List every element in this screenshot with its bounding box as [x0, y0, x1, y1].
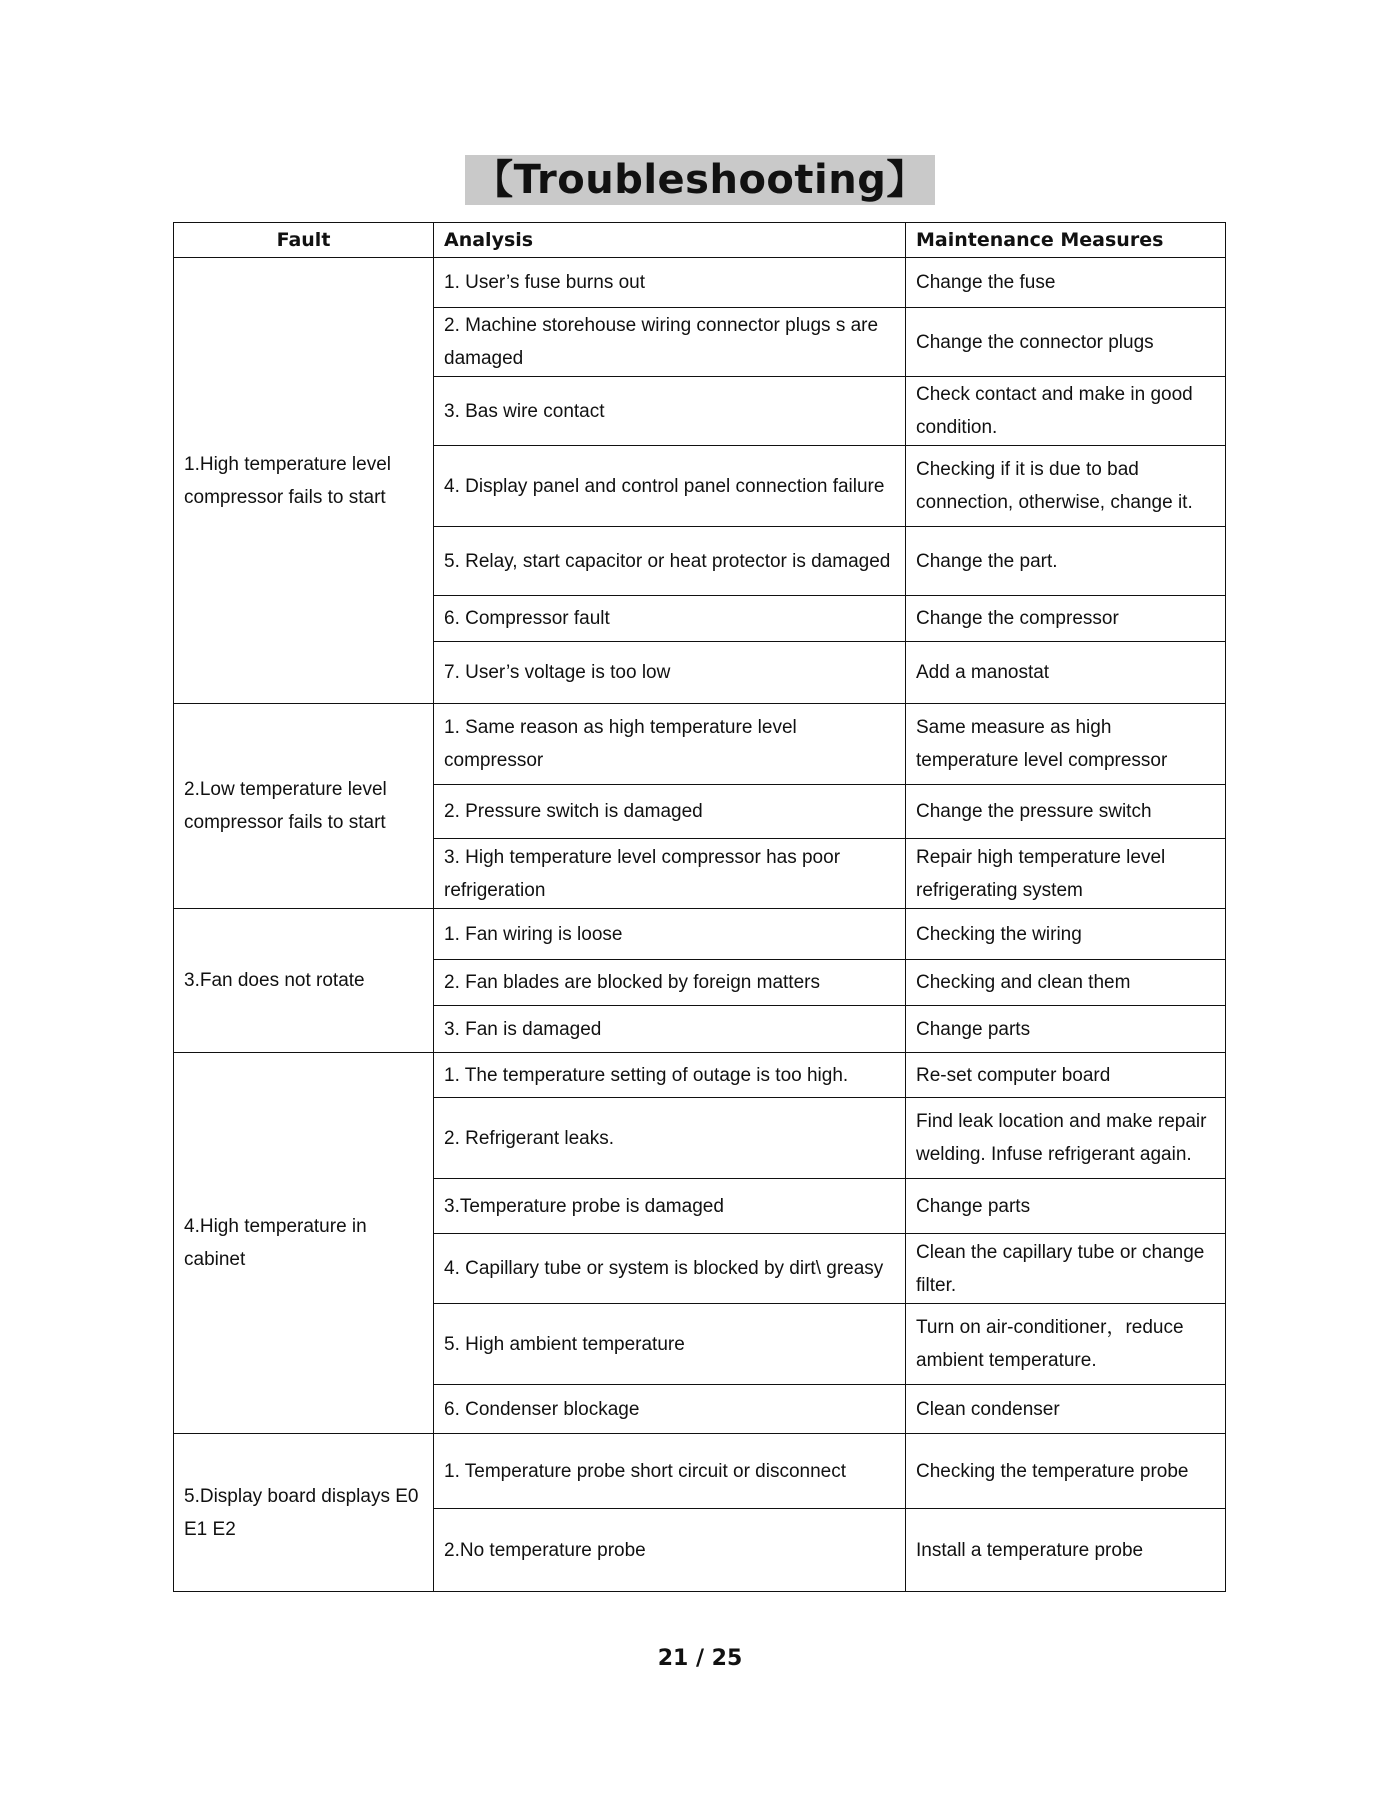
- measure-cell: Install a temperature probe: [906, 1509, 1226, 1592]
- header-fault: Fault: [174, 223, 434, 258]
- measure-cell: Turn on air-conditioner，reduce ambient temperature.: [906, 1304, 1226, 1385]
- measure-cell: Checking if it is due to bad connection, otherwise, change it.: [906, 446, 1226, 527]
- fault-cell: 4.High temperature in cabinet: [174, 1053, 434, 1434]
- analysis-cell: 4. Display panel and control panel connection failure: [434, 446, 906, 527]
- measure-cell: Change the compressor: [906, 596, 1226, 642]
- table-row: [174, 909, 1226, 960]
- measure-cell: Change the part.: [906, 527, 1226, 596]
- measure-cell: Change the pressure switch: [906, 785, 1226, 839]
- analysis-cell: 5. Relay, start capacitor or heat protector is damaged: [434, 527, 906, 596]
- analysis-cell: 2. Fan blades are blocked by foreign matters: [434, 960, 906, 1006]
- analysis-cell: 3. Bas wire contact: [434, 377, 906, 446]
- analysis-cell: 1. Same reason as high temperature level compressor: [434, 704, 906, 785]
- analysis-cell: 6. Compressor fault: [434, 596, 906, 642]
- analysis-cell: 1. Fan wiring is loose: [434, 909, 906, 960]
- table-row: [174, 258, 1226, 308]
- page-number: 21 / 25: [657, 1646, 743, 1671]
- page-title-wrap: [0, 155, 1400, 205]
- analysis-cell: 1. Temperature probe short circuit or disconnect: [434, 1434, 906, 1509]
- analysis-cell: 3. High temperature level compressor has poor refrigeration: [434, 839, 906, 909]
- analysis-cell: 3.Temperature probe is damaged: [434, 1179, 906, 1234]
- analysis-cell: 3. Fan is damaged: [434, 1006, 906, 1053]
- measure-cell: Check contact and make in good condition.: [906, 377, 1226, 446]
- analysis-cell: 7. User’s voltage is too low: [434, 642, 906, 704]
- troubleshooting-table: [173, 222, 1226, 1592]
- measure-cell: Change parts: [906, 1006, 1226, 1053]
- analysis-cell: 2. Refrigerant leaks.: [434, 1098, 906, 1179]
- header-measures: Maintenance Measures: [906, 223, 1226, 258]
- measure-cell: Same measure as high temperature level compressor: [906, 704, 1226, 785]
- fault-cell: 2.Low temperature level compressor fails to start: [174, 704, 434, 909]
- measure-cell: Checking and clean them: [906, 960, 1226, 1006]
- measure-cell: Clean condenser: [906, 1385, 1226, 1434]
- measure-cell: Checking the wiring: [906, 909, 1226, 960]
- page-title: 【Troubleshooting】: [465, 155, 935, 205]
- fault-cell: 5.Display board displays E0 E1 E2: [174, 1434, 434, 1592]
- header-analysis: Analysis: [434, 223, 906, 258]
- analysis-cell: 2.No temperature probe: [434, 1509, 906, 1592]
- analysis-cell: 4. Capillary tube or system is blocked by dirt\ greasy: [434, 1234, 906, 1304]
- fault-cell: 1.High temperature level compressor fails to start: [174, 258, 434, 704]
- table-row: [174, 704, 1226, 785]
- measure-cell: Repair high temperature level refrigerating system: [906, 839, 1226, 909]
- analysis-cell: 1. The temperature setting of outage is too high.: [434, 1053, 906, 1098]
- measure-cell: Clean the capillary tube or change filter.: [906, 1234, 1226, 1304]
- analysis-cell: 1. User’s fuse burns out: [434, 258, 906, 308]
- table-header-row: [174, 223, 1226, 258]
- measure-cell: Change the fuse: [906, 258, 1226, 308]
- table-row: [174, 1434, 1226, 1509]
- analysis-cell: 5. High ambient temperature: [434, 1304, 906, 1385]
- analysis-cell: 2. Pressure switch is damaged: [434, 785, 906, 839]
- measure-cell: Find leak location and make repair welding. Infuse refrigerant again.: [906, 1098, 1226, 1179]
- fault-cell: 3.Fan does not rotate: [174, 909, 434, 1053]
- table-row: [174, 1053, 1226, 1098]
- analysis-cell: 6. Condenser blockage: [434, 1385, 906, 1434]
- measure-cell: Checking the temperature probe: [906, 1434, 1226, 1509]
- measure-cell: Add a manostat: [906, 642, 1226, 704]
- analysis-cell: 2. Machine storehouse wiring connector plugs s are damaged: [434, 308, 906, 377]
- measure-cell: Change parts: [906, 1179, 1226, 1234]
- measure-cell: Change the connector plugs: [906, 308, 1226, 377]
- measure-cell: Re-set computer board: [906, 1053, 1226, 1098]
